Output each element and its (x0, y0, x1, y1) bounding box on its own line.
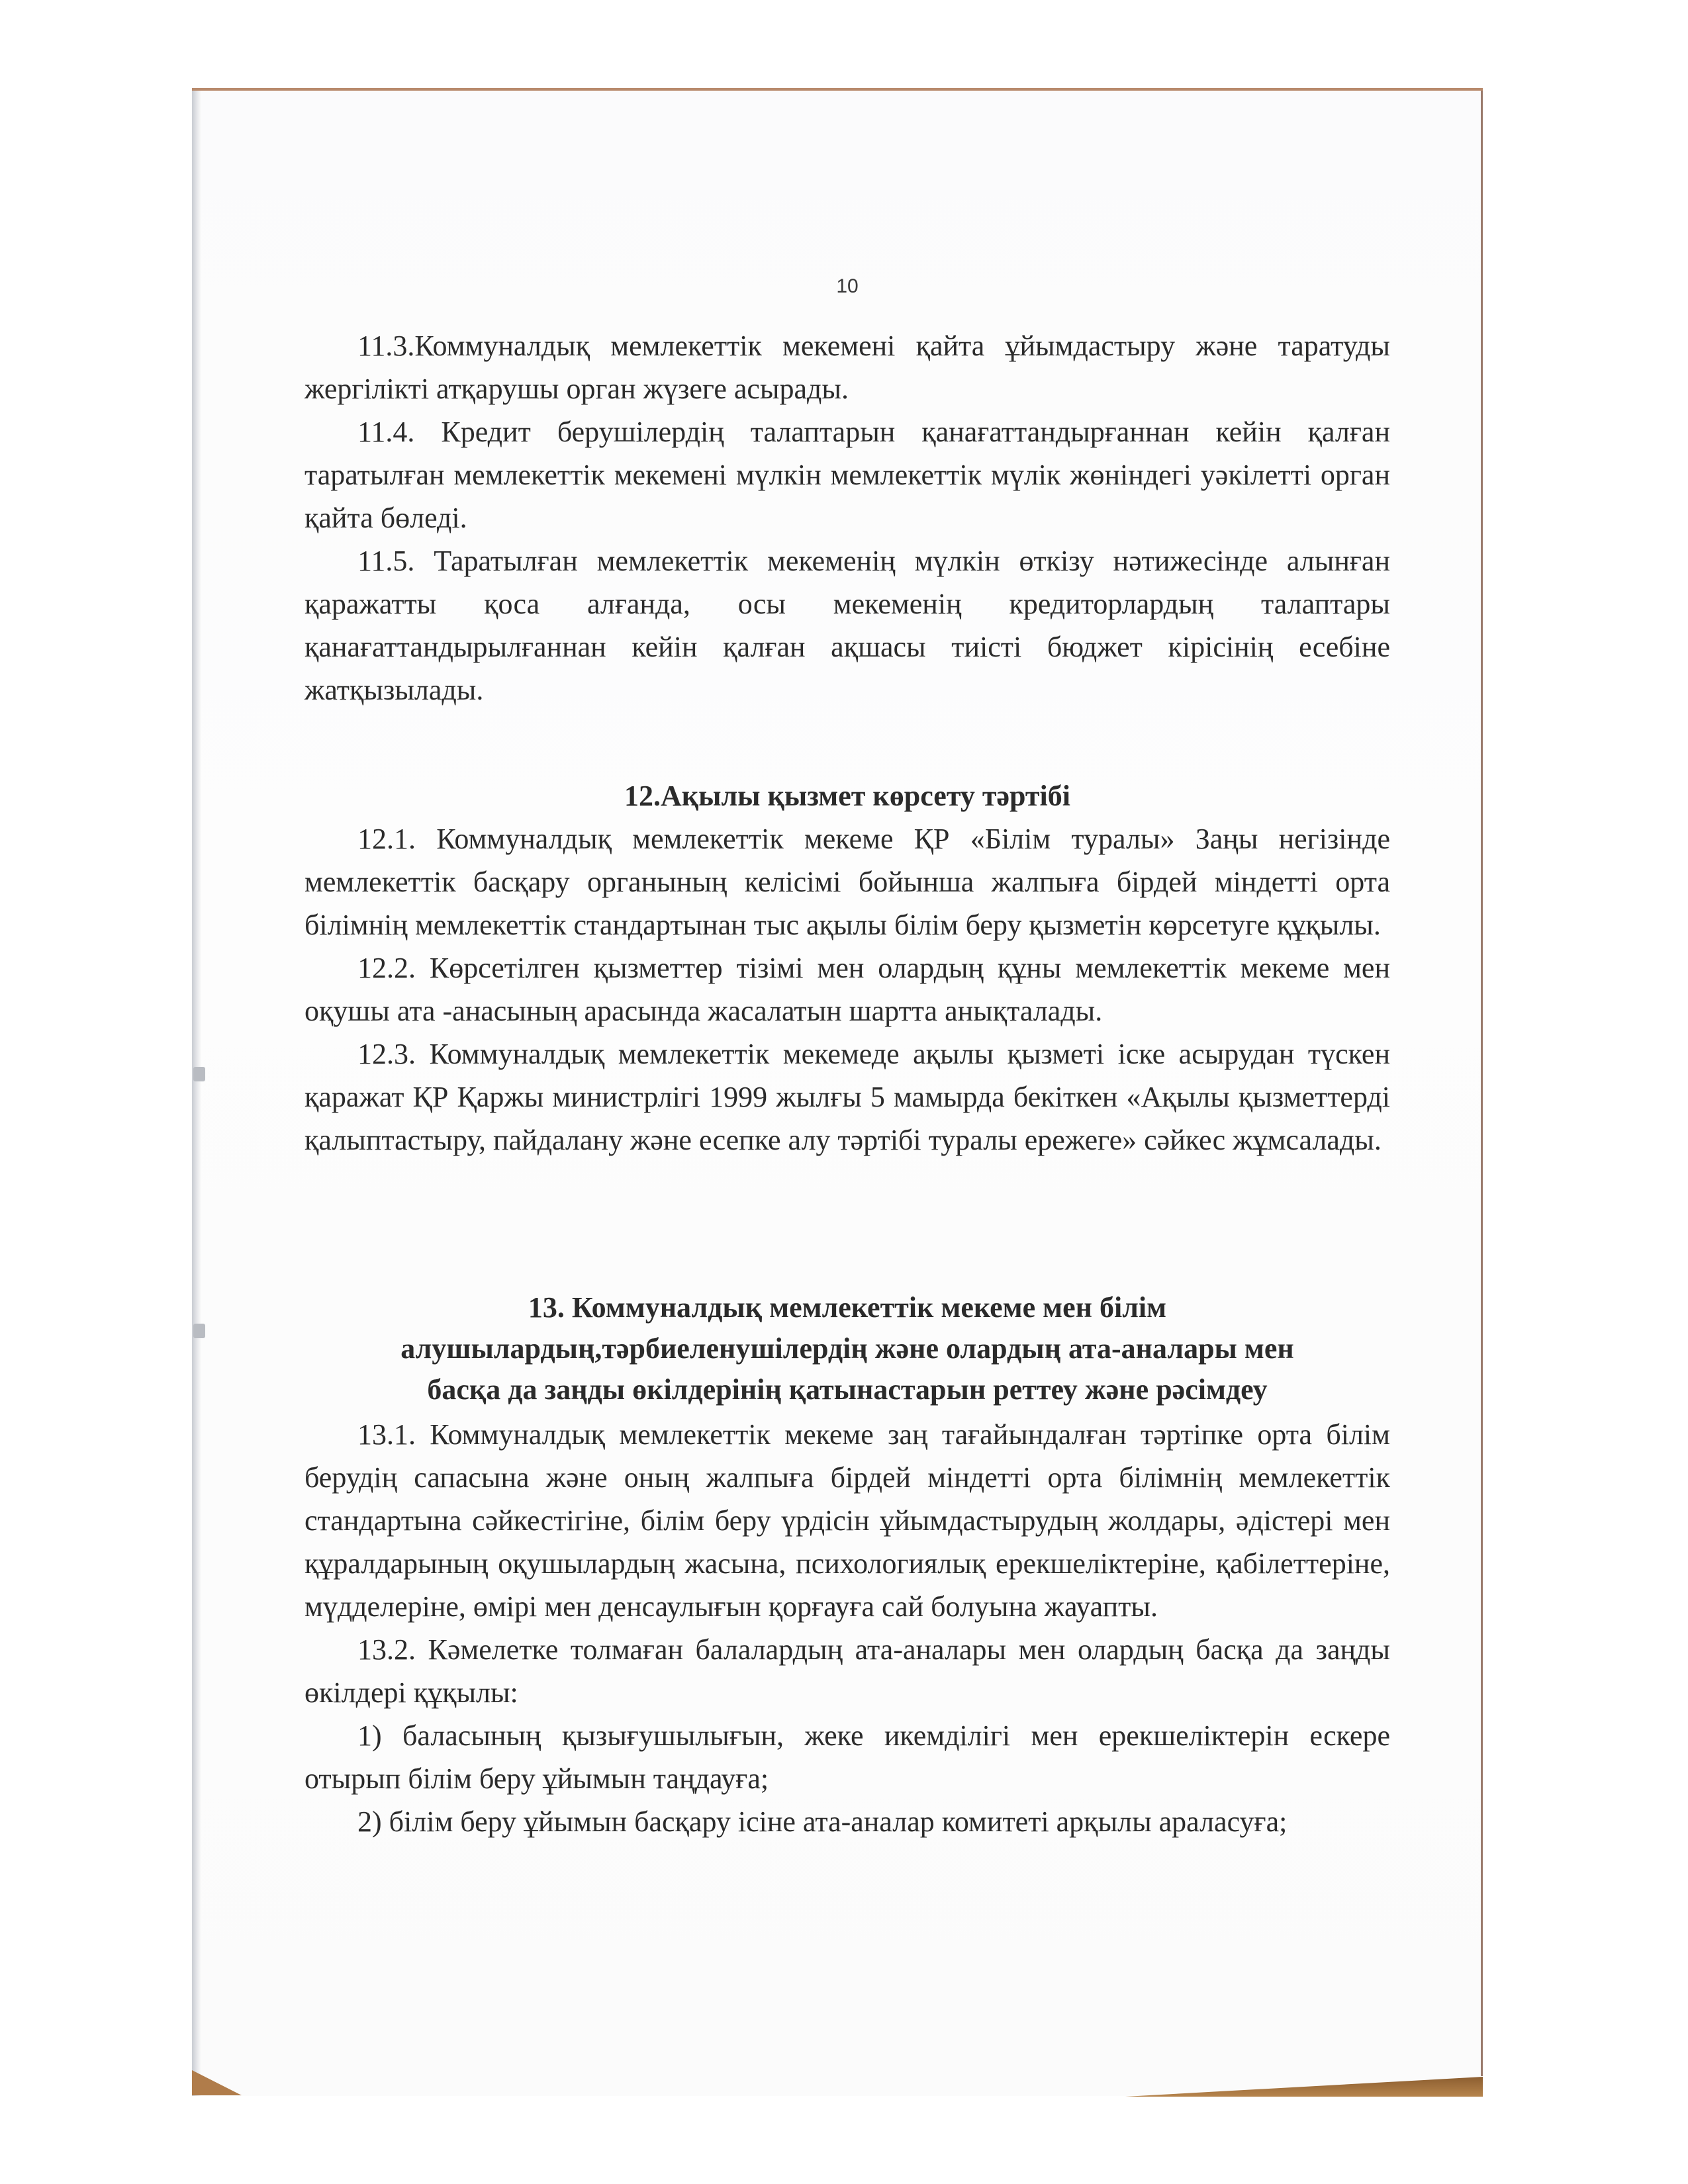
section-13-heading-line: алушылардың,тәрбиеленушілердің және олардың ата-аналары мен (400, 1332, 1294, 1365)
paragraph-11-3: 11.3.Коммуналдық мемлекеттік мекемені қайта ұйымдастыру және таратуды жергілікті атқарушы орган жүзеге асырады. (305, 330, 1390, 405)
paper-right-edge (1481, 91, 1483, 2076)
paragraph-11-4: 11.4. Кредит берушілердің талаптарын қанағаттандырғаннан кейін қалған таратылған мемлекеттік мекемені мүлкін мемлекеттік мүлік жөніндегі уәкілетті орган қайта бөледі. (305, 416, 1390, 534)
section-11-body (305, 324, 1390, 711)
list-item-13-2-2: 2) білім беру ұйымын басқару ісіне ата-аналар комитеті арқылы араласуға; (357, 1805, 1288, 1838)
section-12-body (305, 817, 1390, 1161)
paragraph-11-5: 11.5. Таратылған мемлекеттік мекеменің мүлкін өткізу нәтижесінде алынған қаражатты қоса алғанда, осы мекеменің кредиторлардың талаптары қанағаттандырылғаннан кейін қалған ақшасы тиісті бюджет кірісінің есебіне жатқызылады. (305, 545, 1390, 706)
binding-staple (193, 1067, 205, 1081)
binding-staple (193, 1324, 205, 1338)
page-number: 10 (836, 275, 859, 297)
paragraph-13-2: 13.2. Кәмелетке толмаған балалардың ата-аналары мен олардың басқа да заңды өкілдері құқылы: (305, 1633, 1390, 1709)
section-13-heading-line: 13. Коммуналдық мемлекеттік мекеме мен білім (528, 1291, 1167, 1324)
paragraph-13-1: 13.1. Коммуналдық мемлекеттік мекеме заң тағайындалған тәртіпке орта білім берудің сапасына және оның жалпыға бірдей міндетті орта білімнің мемлекеттік стандартына сәйкестігіне, білім беру үрдісін ұйымдастырудың жолдары, әдістері мен құралдарының оқушылардың жасына, психологиялық ерекшеліктеріне, қабілеттеріне, мүдделеріне, өмірі мен денсаулығын қорғауға сай болуына жауапты. (305, 1418, 1390, 1623)
section-12-heading: 12.Ақылы қызмет көрсету тәртібі (624, 780, 1070, 812)
paragraph-12-2: 12.2. Көрсетілген қызметтер тізімі мен олардың құны мемлекеттік мекеме мен оқушы ата -анасының арасында жасалатын шартта анықталады. (305, 952, 1390, 1027)
binding-spine (192, 91, 201, 2096)
paragraph-12-3: 12.3. Коммуналдық мемлекеттік мекемеде ақылы қызметі іске асырудан түскен қаражат ҚР Қаржы министрлігі 1999 жылғы 5 мамырда бекіткен «Ақылы қызметтерді қалыптастыру, пайдалану және есепке алу тәртібі туралы ережеге» сәйкес жұмсалады. (305, 1038, 1390, 1156)
section-13-heading-line: басқа да заңды өкілдерінің қатынастарын реттеу және рәсімдеу (427, 1373, 1268, 1406)
section-12-heading-wrap (305, 774, 1390, 817)
section-13-body (305, 1413, 1390, 1843)
paragraph-12-1: 12.1. Коммуналдық мемлекеттік мекеме ҚР «Білім туралы» Заңы негізінде мемлекеттік басқару органының келісімі бойынша жалпыға бірдей міндетті орта білімнің мемлекеттік стандартынан тыс ақылы білім беру қызметін көрсетуге құқылы. (305, 823, 1390, 941)
list-item-13-2-1: 1) баласының қызығушылығын, жеке икемділігі мен ерекшеліктерін ескере отырып білім беру ұйымын таңдауға; (305, 1719, 1390, 1795)
section-13-heading (305, 1287, 1390, 1410)
